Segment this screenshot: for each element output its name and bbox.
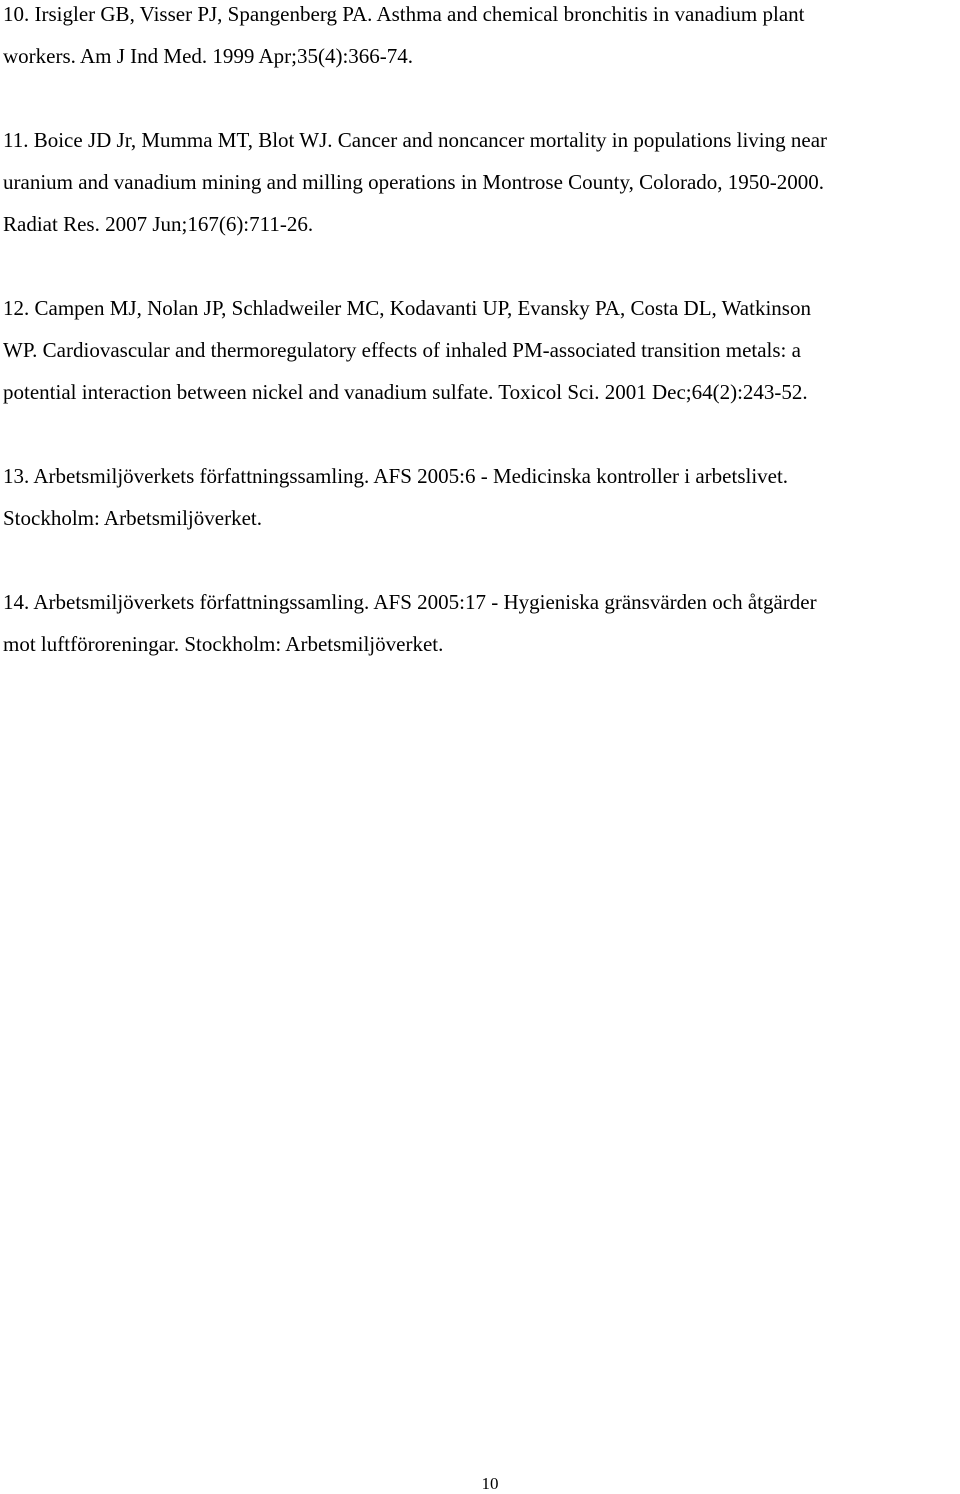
reference-line: 13. Arbetsmiljöverkets författningssamling. AFS 2005:6 - Medicinska kontroller i arbetslivet. xyxy=(3,464,789,488)
reference-line: Stockholm: Arbetsmiljöverket. xyxy=(3,506,262,530)
reference-list xyxy=(3,0,943,665)
reference-line: workers. Am J Ind Med. 1999 Apr;35(4):366-74. xyxy=(3,44,414,68)
reference-line: 14. Arbetsmiljöverkets författningssamling. AFS 2005:17 - Hygieniska gränsvärden och åtgärder xyxy=(3,590,817,614)
reference-line: 10. Irsigler GB, Visser PJ, Spangenberg PA. Asthma and chemical bronchitis in vanadium plant xyxy=(3,2,805,26)
reference-13 xyxy=(3,455,943,539)
reference-12 xyxy=(3,287,943,413)
reference-line: WP. Cardiovascular and thermoregulatory effects of inhaled PM-associated transition metals: a xyxy=(3,338,801,362)
reference-14 xyxy=(3,581,943,665)
reference-line: potential interaction between nickel and vanadium sulfate. Toxicol Sci. 2001 Dec;64(2):243-52. xyxy=(3,380,808,404)
reference-line: 11. Boice JD Jr, Mumma MT, Blot WJ. Cancer and noncancer mortality in populations living near xyxy=(3,128,828,152)
reference-11 xyxy=(3,119,943,245)
reference-line: mot luftföroreningar. Stockholm: Arbetsmiljöverket. xyxy=(3,632,444,656)
reference-line: uranium and vanadium mining and milling operations in Montrose County, Colorado, 1950-2000. xyxy=(3,170,825,194)
reference-line: 12. Campen MJ, Nolan JP, Schladweiler MC, Kodavanti UP, Evansky PA, Costa DL, Watkinson xyxy=(3,296,811,320)
reference-line: Radiat Res. 2007 Jun;167(6):711-26. xyxy=(3,212,314,236)
reference-10 xyxy=(3,0,943,77)
page-number: 10 xyxy=(481,1474,499,1493)
